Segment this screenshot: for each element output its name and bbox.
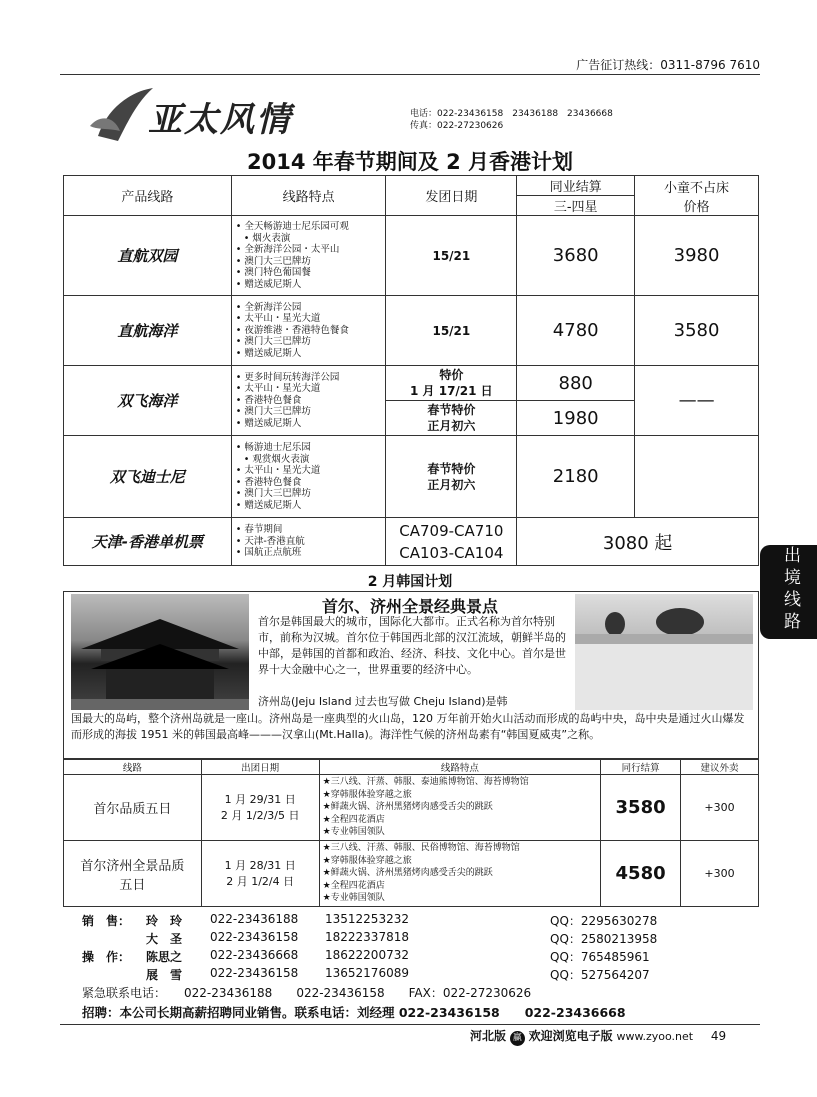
contact-name: 大 圣 — [146, 932, 183, 946]
korea-row-1 — [64, 775, 759, 841]
contact-role: 销 售： — [82, 914, 131, 928]
route-name: 天津-香港单机票 — [64, 518, 232, 566]
col-child-line1: 小童不占床 — [664, 180, 730, 196]
page-number: 49 — [710, 1029, 727, 1043]
palace-illustration — [71, 594, 249, 710]
contact-mobile: 13652176089 — [325, 966, 409, 980]
settle-price: 3680 — [517, 216, 635, 296]
depart-date — [386, 436, 517, 518]
settle-price: 3580 — [601, 775, 681, 841]
korea-seoul-text: 首尔是韩国最大的城市，国际化大都市。正式名称为首尔特别市，前称为汉城。首尔位于韩国西北部的汉江流域，朝鲜半岛的中部，是韩国的首都和政治、经济、科技、文化中心。首尔是世界十大金融中心之一，世界重要的经济中心。 — [258, 615, 566, 676]
feature-item: • 澳门大三巴牌坊 — [236, 406, 386, 418]
feature-item: • 澳门大三巴牌坊 — [236, 256, 386, 268]
feature-item: • 天津-香港直航 — [236, 536, 386, 548]
date-line: 1 月 17/21 日 — [410, 384, 493, 398]
date-line: 1 月 28/31 日 — [224, 858, 296, 872]
date-line: 特价 — [439, 368, 464, 382]
recruit-notice: 招聘：本公司长期高薪招聘同业销售。联系电话：刘经理 022-23436158 022-23436668 — [82, 1005, 626, 1020]
route-features — [231, 366, 386, 436]
child-price: 3980 — [635, 216, 759, 296]
contact-qq: QQ：527564207 — [550, 968, 650, 982]
col-settle: 同行结算 — [601, 760, 681, 775]
feature-item: • 春节期间 — [236, 524, 386, 536]
contact-mobile: 13512253232 — [325, 912, 409, 926]
feature-item: • 全新海洋公园 — [236, 302, 386, 314]
route-features — [231, 216, 386, 296]
route-features — [319, 775, 601, 841]
brand-contact — [410, 108, 613, 132]
flight-line: CA103-CA104 — [399, 543, 504, 562]
col-child — [635, 176, 759, 216]
feature-item: ★ 鲜蔬火锅、济州黑猪烤肉感受舌尖的跳跃 — [323, 867, 601, 880]
col-features: 线路特点 — [319, 760, 601, 775]
side-tab-char: 路 — [784, 612, 801, 632]
depart-date — [386, 401, 517, 436]
korea-jeju-text-2: 国最大的岛屿，整个济州岛就是一座山。济州岛是一座典型的火山岛，120 万年前开始火山活动而形成的岛屿中央，岛中央是通过火山爆发而形成的海拔 1951 米的韩国最高峰———汉拿山(Mt.Halla)。海洋性气候的济州岛素有“韩国夏威夷”之称。 — [71, 712, 745, 741]
settle-price: 4780 — [517, 296, 635, 366]
date-line: 2 月 1/2/3/5 日 — [220, 808, 300, 822]
route-name — [64, 841, 202, 907]
feature-item: • 香港特色餐食 — [236, 477, 386, 489]
child-price: 3580 — [635, 296, 759, 366]
feature-item: • 赠送威尼斯人 — [236, 500, 386, 512]
feature-item: ★ 三八线、汗蒸、韩服、民俗博物馆、海苔博物馆 — [323, 842, 601, 855]
contact-name: 展 雪 — [146, 968, 183, 982]
route-features — [319, 841, 601, 907]
route-name: 双飞迪士尼 — [64, 436, 232, 518]
hk-row-1 — [64, 216, 759, 296]
feature-item: • 夜游维港・香港特色餐食 — [236, 325, 386, 337]
edition-badge-icon: 赢 — [510, 1031, 525, 1046]
date-line: 正月初六 — [427, 477, 476, 492]
footer-divider — [60, 1024, 760, 1025]
settle-price: 2180 — [517, 436, 635, 518]
footer-slogan: 欢迎浏览电子版 — [528, 1029, 613, 1043]
brand-logo — [88, 86, 328, 144]
depart-date: 15/21 — [386, 296, 517, 366]
feature-item: • 澳门特色葡国餐 — [236, 267, 386, 279]
route-features — [231, 296, 386, 366]
ticket-price: 3080 起 — [517, 518, 759, 566]
side-tab-char: 出 — [784, 546, 801, 566]
ad-hotline: 广告征订热线：0311-8796 7610 — [576, 58, 760, 72]
date-line: 1 月 29/31 日 — [224, 792, 296, 806]
contact-tel: 022-23436158 — [210, 966, 299, 980]
date-line: 正月初六 — [427, 419, 476, 433]
feature-item: • 国航正点航班 — [236, 547, 386, 559]
korea-row-2 — [64, 841, 759, 907]
extra-price: +300 — [681, 841, 759, 907]
contact-mobile: 18622200732 — [325, 948, 409, 962]
brand-fax: 传真：022-27230626 — [410, 121, 504, 131]
jeju-photo — [575, 594, 753, 710]
side-tab-char: 境 — [784, 568, 801, 588]
feature-item: ★ 三八线、汗蒸、韩服、泰迪熊博物馆、海苔博物馆 — [323, 776, 601, 789]
child-price: —— — [635, 366, 759, 436]
route-line: 首尔济州全景品质 — [80, 858, 185, 874]
footer — [470, 1027, 726, 1046]
col-date: 发团日期 — [386, 176, 517, 216]
feature-item: ★ 专业韩国领队 — [323, 892, 601, 905]
brand-phone: 电话：022-23436158 23436188 23436668 — [410, 109, 613, 119]
contact-mobile: 18222337818 — [325, 930, 409, 944]
settle-price: 4580 — [601, 841, 681, 907]
feature-item: ★ 全程四花酒店 — [323, 814, 601, 827]
route-line: 五日 — [119, 877, 146, 893]
korea-box-title: 首尔、济州全景经典景点 — [321, 597, 498, 616]
korea-jeju-text-1: 济州岛(Jeju Island 过去也写做 Cheju Island)是韩 — [258, 695, 508, 708]
route-features — [231, 436, 386, 518]
contact-tel: 022-23436668 — [210, 948, 299, 962]
route-name: 双飞海洋 — [64, 366, 232, 436]
depart-date — [201, 775, 319, 841]
contact-qq: QQ：2580213958 — [550, 932, 658, 946]
hk-table — [63, 175, 759, 566]
contact-tel: 022-23436158 — [210, 930, 299, 944]
feature-item: • 赠送威尼斯人 — [236, 418, 386, 430]
feature-item: ★ 专业韩国领队 — [323, 826, 601, 839]
feature-item: • 畅游迪士尼乐园 — [236, 442, 386, 454]
korea-table — [63, 759, 759, 907]
contact-role: 操 作： — [82, 950, 131, 964]
korea-title: 2 月韩国计划 — [367, 574, 453, 590]
date-line: 春节特价 — [427, 403, 476, 417]
edition-label: 河北版 — [470, 1029, 507, 1043]
hk-row-5 — [64, 518, 759, 566]
hk-row-3 — [64, 366, 759, 401]
flight-numbers — [386, 518, 517, 566]
feature-item: • 观赏烟火表演 — [236, 454, 386, 466]
feature-item: • 太平山・星光大道 — [236, 313, 386, 325]
col-settle: 同业结算 — [517, 176, 635, 196]
jeju-illustration — [575, 594, 753, 710]
feature-item: • 赠送威尼斯人 — [236, 279, 386, 291]
feature-item: • 赠送威尼斯人 — [236, 348, 386, 360]
palace-photo — [71, 594, 249, 710]
col-route: 线路 — [64, 760, 202, 775]
contact-qq: QQ：2295630278 — [550, 914, 658, 928]
hk-row-4 — [64, 436, 759, 518]
feature-item: • 烟火表演 — [236, 233, 386, 245]
feature-item: • 全新海洋公园・太平山 — [236, 244, 386, 256]
feature-item: • 香港特色餐食 — [236, 395, 386, 407]
feature-item: • 澳门大三巴牌坊 — [236, 488, 386, 500]
col-star: 三-四星 — [517, 196, 635, 216]
route-name: 首尔品质五日 — [64, 775, 202, 841]
feature-item: • 更多时间玩转海洋公园 — [236, 372, 386, 384]
route-name: 直航海洋 — [64, 296, 232, 366]
feature-item: ★ 全程四花酒店 — [323, 880, 601, 893]
extra-price: +300 — [681, 775, 759, 841]
flight-line: CA709-CA710 — [399, 521, 504, 540]
side-tab-char: 线 — [784, 590, 801, 610]
footer-url[interactable]: www.zyoo.net — [616, 1030, 694, 1043]
feature-item: ★ 穿韩服体验穿越之旅 — [323, 855, 601, 868]
feature-item: • 太平山・星光大道 — [236, 383, 386, 395]
depart-date — [201, 841, 319, 907]
col-features: 线路特点 — [231, 176, 386, 216]
col-extra: 建议外卖 — [681, 760, 759, 775]
depart-date — [386, 366, 517, 401]
settle-price: 880 — [517, 366, 635, 401]
emergency-contact: 紧急联系电话： 022-23436188 022-23436158 FAX：022-27230626 — [82, 986, 532, 1000]
contact-tel: 022-23436188 — [210, 912, 299, 926]
contact-qq: QQ：765485961 — [550, 950, 650, 964]
hk-title: 2014 年春节期间及 2 月香港计划 — [247, 150, 573, 174]
route-features — [231, 518, 386, 566]
feature-item: • 太平山・星光大道 — [236, 465, 386, 477]
settle-price: 1980 — [517, 401, 635, 436]
feature-item: ★ 穿韩服体验穿越之旅 — [323, 789, 601, 802]
hk-row-2 — [64, 296, 759, 366]
col-child-line2: 价格 — [683, 199, 710, 215]
top-divider — [60, 74, 760, 75]
col-date: 出团日期 — [201, 760, 319, 775]
contact-name: 陈思之 — [146, 950, 183, 964]
child-price-empty — [635, 436, 759, 518]
date-line: 春节特价 — [427, 461, 476, 476]
contact-name: 玲 玲 — [146, 914, 183, 928]
logo-text: 亚太风情 — [148, 100, 292, 140]
side-tab — [760, 545, 817, 639]
feature-item: • 全天畅游迪士尼乐园可观 — [236, 221, 386, 233]
route-name: 直航双园 — [64, 216, 232, 296]
feature-item: • 澳门大三巴牌坊 — [236, 336, 386, 348]
feature-item: ★ 鲜蔬火锅、济州黑猪烤肉感受舌尖的跳跃 — [323, 801, 601, 814]
depart-date: 15/21 — [386, 216, 517, 296]
date-line: 2 月 1/2/4 日 — [226, 874, 295, 888]
col-route: 产品线路 — [64, 176, 232, 216]
